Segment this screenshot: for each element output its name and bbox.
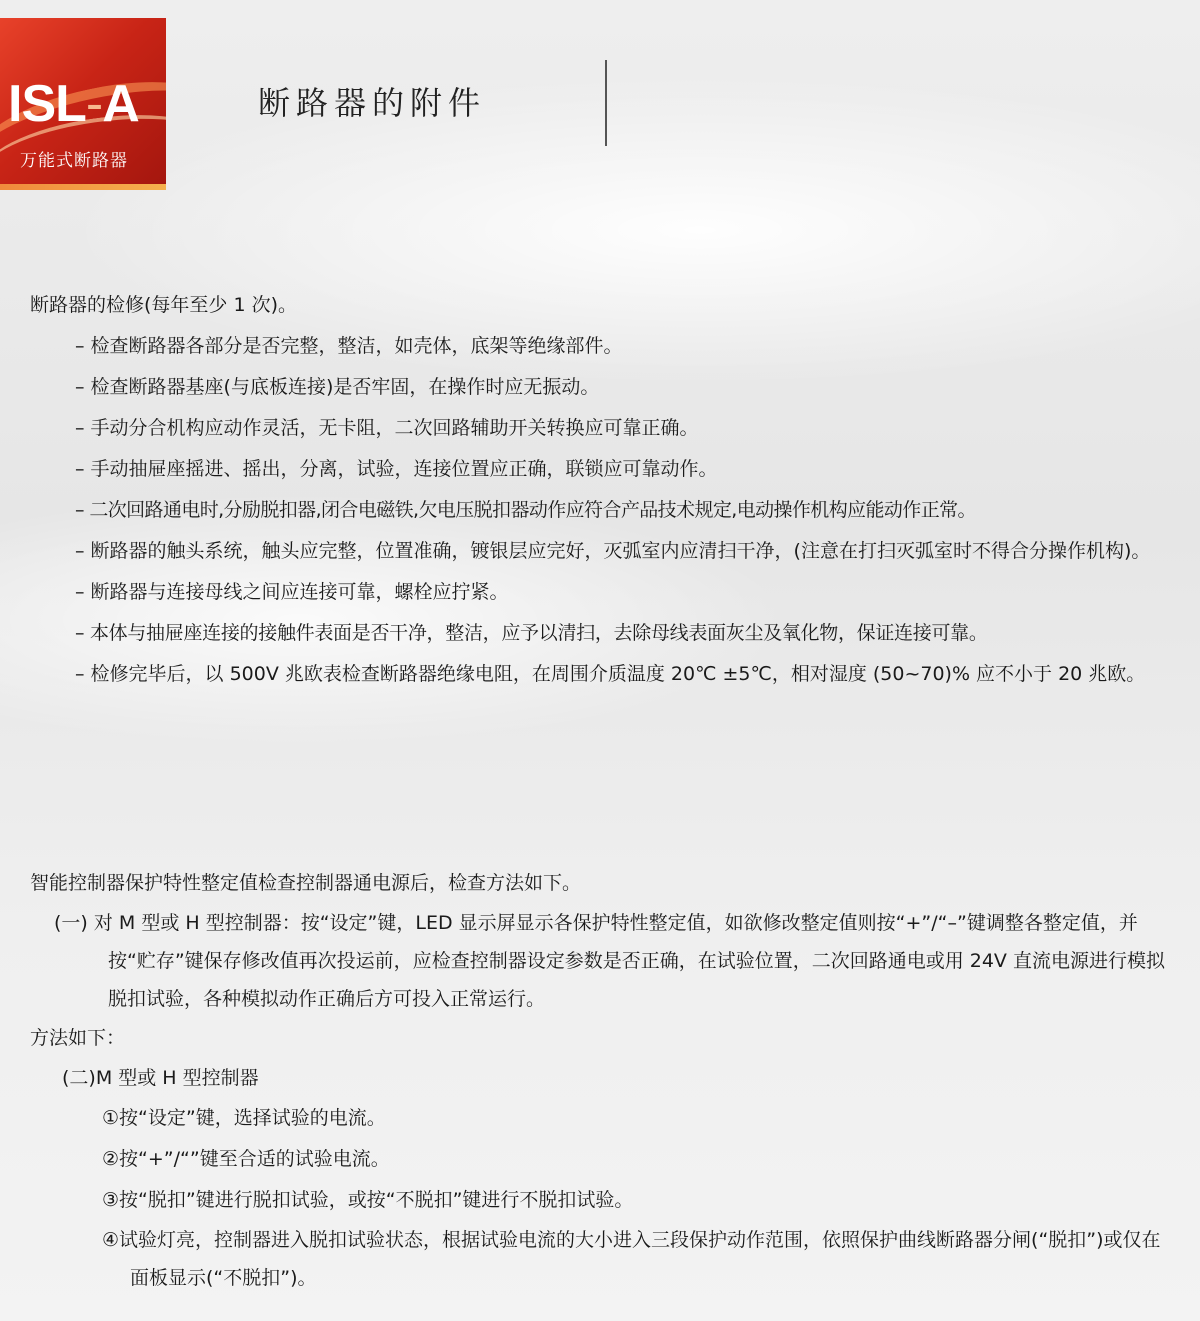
brand-logo xyxy=(0,18,166,190)
maintenance-item: – 断路器的触头系统，触头应完整，位置准确，镀银层应完好，灭弧室内应清扫干净，(注意在打扫灭弧室时不得合分操作机构)。 xyxy=(75,540,1151,562)
maintenance-item: – 检查断路器基座(与底板连接)是否牢固，在操作时应无振动。 xyxy=(75,376,600,398)
method-heading: 方法如下： xyxy=(30,1027,126,1049)
test-step: ②按“+”/“”键至合适的试验电流。 xyxy=(102,1148,390,1170)
test-step: ④试验灯亮，控制器进入脱扣试验状态，根据试验电流的大小进入三段保护动作范围，依照保护曲线断路器分闸(“脱扣”)或仅在面板显示(“不脱扣”)。 xyxy=(102,1229,1161,1289)
test-step: ①按“设定”键，选择试验的电流。 xyxy=(102,1107,386,1129)
title-divider xyxy=(605,60,607,146)
logo-accent-strip xyxy=(0,184,166,190)
maintenance-item: – 断路器与连接母线之间应连接可靠，螺栓应拧紧。 xyxy=(75,581,509,603)
maintenance-item: – 二次回路通电时,分励脱扣器,闭合电磁铁,欠电压脱扣器动作应符合产品技术规定,电动操作机构应能动作正常。 xyxy=(75,499,976,521)
maintenance-item: – 本体与抽屉座连接的接触件表面是否干净，整洁，应予以清扫，去除母线表面灰尘及氧化物，保证连接可靠。 xyxy=(75,622,988,644)
page-title: 断路器的附件 xyxy=(258,84,487,122)
maintenance-item: – 检修完毕后，以 500V 兆欧表检查断路器绝缘电阻，在周围介质温度 20℃ ±5℃，相对湿度 (50~70)% 应不小于 20 兆欧。 xyxy=(75,663,1146,685)
controller-part1: (一) 对 M 型或 H 型控制器：按“设定”键，LED 显示屏显示各保护特性整定值，如欲修改整定值则按“+”/“–”键调整各整定值，并按“贮存”键保存修改值再次投运前，应检查控制器设定参数是否正确，在试验位置，二次回路通电或用 24V 直流电源进行模拟脱扣试验，各种模拟动作正确后方可投入正常运行。 xyxy=(54,912,1165,1010)
controller-section xyxy=(30,863,1176,1297)
logo-brand-text: ISL-A xyxy=(8,75,139,133)
maintenance-section xyxy=(30,285,1176,693)
part2-heading: (二)M 型或 H 型控制器 xyxy=(62,1067,259,1089)
test-step: ③按“脱扣”键进行脱扣试验，或按“不脱扣”键进行不脱扣试验。 xyxy=(102,1189,634,1211)
maintenance-heading: 断路器的检修(每年至少 1 次)。 xyxy=(30,294,297,316)
controller-heading: 智能控制器保护特性整定值检查控制器通电源后，检查方法如下。 xyxy=(30,872,582,894)
logo-subtitle: 万能式断路器 xyxy=(20,151,128,171)
maintenance-item: – 手动分合机构应动作灵活，无卡阻，二次回路辅助开关转换应可靠正确。 xyxy=(75,417,699,439)
maintenance-item: – 检查断路器各部分是否完整，整洁，如壳体，底架等绝缘部件。 xyxy=(75,335,623,357)
maintenance-item: – 手动抽屉座摇进、摇出，分离，试验，连接位置应正确，联锁应可靠动作。 xyxy=(75,458,718,480)
